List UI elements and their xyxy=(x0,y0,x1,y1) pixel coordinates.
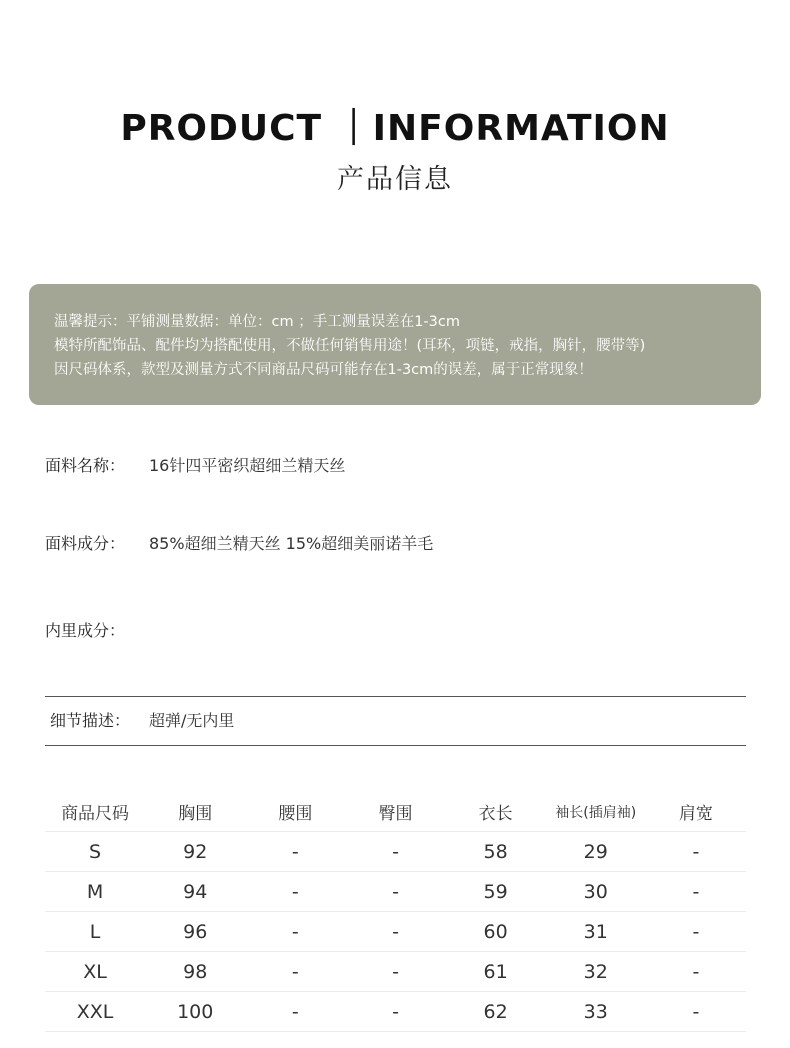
table-row xyxy=(45,832,746,872)
detail-row xyxy=(50,710,234,732)
table-cell: L xyxy=(89,920,101,943)
page-title-cn: 产品信息 xyxy=(337,164,453,195)
header-shoulder: 肩宽 xyxy=(678,804,713,824)
fabric-name-label: 面料名称： xyxy=(45,456,126,475)
notice-box xyxy=(29,284,761,405)
table-cell: - xyxy=(392,840,399,863)
size-table-header xyxy=(45,792,746,832)
table-cell: M xyxy=(86,880,104,903)
fabric-composition-value: 85%超细兰精天丝 15%超细美丽诺羊毛 xyxy=(149,534,434,553)
table-cell: - xyxy=(392,880,399,903)
divider-top xyxy=(45,696,746,697)
notice-line: 模特所配饰品、配件均为搭配使用，不做任何销售用途！(耳环，项链，戒指，胸针，腰带等) xyxy=(54,338,646,354)
fabric-composition-label: 面料成分： xyxy=(45,534,126,553)
table-cell: XL xyxy=(83,960,107,983)
header-chest: 胸围 xyxy=(178,804,213,824)
table-cell: 33 xyxy=(583,1000,608,1023)
table-cell: 29 xyxy=(583,840,608,863)
detail-label: 细节描述： xyxy=(50,711,131,730)
header-sleeve: 袖长(插肩袖) xyxy=(555,804,637,821)
table-cell: - xyxy=(692,1000,700,1023)
header-hip: 臀围 xyxy=(378,804,413,824)
header-waist: 腰围 xyxy=(278,804,313,824)
table-cell: - xyxy=(692,920,700,943)
table-cell: 61 xyxy=(483,960,508,983)
table-cell: 31 xyxy=(583,920,608,943)
table-cell: - xyxy=(392,960,399,983)
table-cell: 100 xyxy=(177,1000,214,1023)
fabric-name-row xyxy=(45,455,345,477)
divider-bottom xyxy=(45,745,746,746)
table-cell: - xyxy=(291,880,299,903)
lining-composition-row xyxy=(45,620,149,642)
table-row xyxy=(45,872,746,912)
size-table xyxy=(45,792,746,1032)
detail-value: 超弹/无内里 xyxy=(149,711,235,730)
table-cell: - xyxy=(291,920,299,943)
table-cell: 94 xyxy=(183,880,208,903)
table-cell: 60 xyxy=(483,920,508,943)
table-cell: - xyxy=(291,960,299,983)
table-cell: 32 xyxy=(583,960,608,983)
header-size: 商品尺码 xyxy=(61,804,130,824)
lining-composition-label: 内里成分： xyxy=(45,621,126,640)
table-cell: - xyxy=(392,920,399,943)
table-cell: - xyxy=(692,880,700,903)
table-cell: 59 xyxy=(483,880,508,903)
table-cell: 92 xyxy=(183,840,208,863)
table-cell: - xyxy=(291,1000,299,1023)
notice-line: 温馨提示：平铺测量数据：单位：cm ；手工测量误差在1-3cm xyxy=(54,314,460,330)
table-cell: 30 xyxy=(583,880,608,903)
page-title-en: PRODUCT ｜INFORMATION xyxy=(120,108,670,149)
table-cell: 98 xyxy=(183,960,208,983)
table-row xyxy=(45,912,746,952)
fabric-composition-row xyxy=(45,533,433,555)
table-cell: S xyxy=(89,840,102,863)
table-cell: XXL xyxy=(76,1000,114,1023)
table-row xyxy=(45,992,746,1032)
table-cell: - xyxy=(692,960,700,983)
table-cell: - xyxy=(291,840,299,863)
table-cell: 62 xyxy=(483,1000,508,1023)
table-row xyxy=(45,952,746,992)
table-cell: 58 xyxy=(483,840,508,863)
header-length: 衣长 xyxy=(478,804,513,824)
table-cell: - xyxy=(692,840,700,863)
fabric-name-value: 16针四平密织超细兰精天丝 xyxy=(149,456,346,475)
notice-line: 因尺码体系，款型及测量方式不同商品尺码可能存在1-3cm的误差，属于正常现象！ xyxy=(54,362,593,378)
table-cell: 96 xyxy=(183,920,208,943)
table-cell: - xyxy=(392,1000,399,1023)
